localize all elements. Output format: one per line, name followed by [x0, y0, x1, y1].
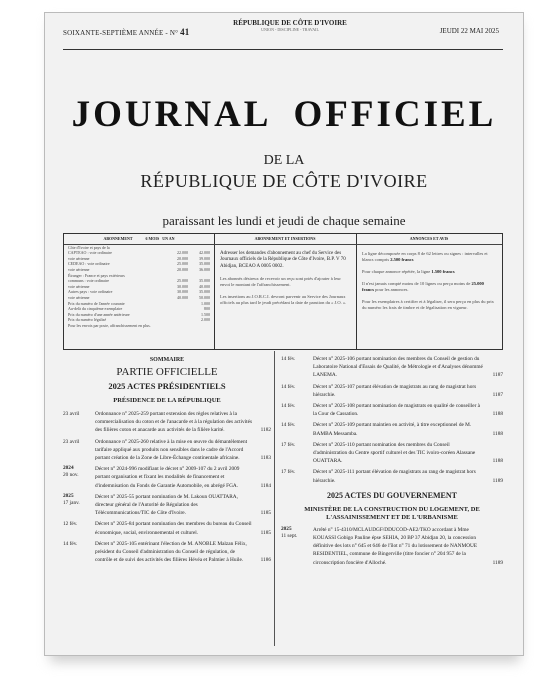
- entry-page: 1182: [260, 427, 271, 434]
- entry-date-cell: [63, 438, 95, 463]
- entry-date: 17 fév.: [281, 441, 296, 448]
- entry-date: 17 janv.: [63, 499, 80, 506]
- insertions-p2: Les abonnés désireux de recevoir un reçu sont priés d'ajouter à leur envoi le montant de l'affranchissement.: [220, 276, 341, 288]
- arrete-text: Arrêté n° 15-4310/MCLAUDGF/DDUCOD-AE2/TKO accordant à Mme KOUASSI Gobigo Pauline épse SEHIA, 20 BP 37 Abidjan 20, la concession définitive des lots n° 645 et 646 de l'îlot n° 71 du lotissement de NANMOUE RESIDENTIEL, commune de Bingerville (titre foncier n° 204 957 de la circonscription foncière d'Alloché.: [313, 526, 478, 566]
- entry-page: 1188: [492, 430, 503, 437]
- actes-gouvernement: 2025 ACTES DU GOUVERNEMENT: [326, 490, 457, 500]
- entry-date: 14 fév.: [63, 540, 78, 547]
- annonces-p4: Pour les exemplaires à certifier et à légaliser, il sera perçu en plus du prix du numéro les frais de timbre et de légalisation en vigueur.: [362, 298, 494, 310]
- header-rule: [63, 49, 503, 50]
- abonnement-row-label: Prix du numéro d'une année antérieure: [68, 311, 130, 317]
- sommaire-entry: [281, 441, 503, 466]
- entry-date-cell: [281, 402, 313, 418]
- entry-date-cell: [281, 421, 313, 437]
- entry-page: 1187: [492, 391, 503, 398]
- entry-date-cell: [281, 441, 313, 466]
- abonnement-row-unan: 1.000: [201, 300, 210, 306]
- insertions-p3: Les insertions au J.O.R.C.I. devront parvenir au Service des Journaux officiels au plus tard le jeudi précédant la date de parution du « J.O. ».: [220, 294, 347, 306]
- abonnement-row-unan: 35.000: [199, 261, 210, 267]
- right-column: [281, 355, 503, 570]
- entry-text: Décret n° 2025-107 portant élévation de magistrats au rang de magistrat hors hiérarchie.: [313, 383, 477, 398]
- abonnement-row-unan: 42.000: [199, 250, 210, 256]
- entry-page: 1188: [492, 458, 503, 465]
- abonnement-row-label: Prix du numéro légalisé: [68, 317, 107, 323]
- arrete-page: 1189: [492, 559, 503, 566]
- entry-page: 1189: [492, 477, 503, 484]
- entry-date: 12 fév.: [63, 521, 78, 528]
- sommaire-entry: [281, 402, 503, 418]
- abonnement-row-unan: 40.000: [199, 283, 210, 289]
- abonnement-row-label: voie aérienne: [68, 294, 90, 300]
- arrete-date-cell: [281, 526, 313, 567]
- left-entries: [63, 410, 271, 564]
- issue-number: 41: [180, 27, 190, 37]
- entry-text: Décret n° 2025-55 portant nomination de M. Lakoun OUATTARA, directeur général de l'Autorité de Régulation des Télécommunications/TIC de Côte d'Ivoire.: [95, 493, 238, 517]
- left-column: [63, 355, 271, 567]
- de-la: DE LA: [263, 153, 305, 168]
- annonces-box: [356, 234, 502, 349]
- entry-text: Décret n° 2025-84 portant nomination des membres du bureau du Conseil économique, social, environnemental et culturel.: [95, 521, 252, 536]
- entry-date-cell: [281, 383, 313, 399]
- issue-date: JEUDI 22 MAI 2025: [439, 27, 499, 35]
- sommaire-entry: [281, 383, 503, 399]
- info-boxes: [63, 233, 503, 350]
- entry-page: 1185: [260, 510, 271, 517]
- entry-date: 14 fév.: [281, 356, 296, 362]
- actes-presidentiels: 2025 ACTES PRÉSIDENTIELS: [108, 381, 226, 391]
- entry-date-cell: [281, 355, 313, 380]
- country-motto: UNION - DISCIPLINE - TRAVAIL: [261, 27, 319, 32]
- abonnement-row-6mois: 20.000: [177, 266, 188, 272]
- abonnement-row-label: Prix du numéro de l'année courante: [68, 300, 125, 306]
- insertions-heading: ABONNEMENT ET INSERTIONS: [214, 234, 356, 245]
- annonces-p2: Pour chaque annonce répétée, la ligne 1.500 francs: [362, 268, 455, 274]
- entry-date-cell: [63, 520, 95, 536]
- abonnement-title: ABONNEMENT: [103, 236, 133, 241]
- sommaire-heading: SOMMAIRE: [149, 357, 185, 363]
- title-journal: JOURNAL: [71, 94, 272, 135]
- arrete-date: 11 sept.: [281, 532, 298, 539]
- abonnement-row-values: [166, 323, 210, 329]
- entry-text: Décret n° 2025-111 portant élévation de magistrats au rang de magistrat hors hiérarchie.: [313, 469, 476, 484]
- annonces-heading: ANNONCES ET AVIS: [356, 234, 502, 245]
- journal-title: [45, 93, 523, 136]
- entry-page: 1184: [260, 482, 271, 489]
- entry-year: 2025: [63, 492, 74, 499]
- column-divider: [274, 351, 275, 646]
- abonnement-row-label: voie aérienne: [68, 255, 90, 261]
- annonces-p1: La ligne décomposée en corps 8 de 62 lettres ou signes : intervalles et blancs compris 2.500 francs: [362, 250, 488, 262]
- insertions-box: [214, 234, 357, 349]
- abonnement-heading: [64, 234, 214, 245]
- country-header: [195, 19, 385, 32]
- abonnement-row-unan: 2.000: [201, 317, 210, 323]
- entry-date: 14 fév.: [281, 383, 296, 390]
- entry-text: Décret n° 2025-105 entérinant l'élection de M. ANOBLE Malzan Félix, président du Conseil d'administration du Conseil de régulation, de contrôle et de suivi des activités des filières Hévéa et Palmier à Huile.: [95, 540, 247, 564]
- sommaire-entry: [63, 410, 271, 435]
- abonnement-row-unan: 50.000: [199, 294, 210, 300]
- entry-page: 1187: [492, 372, 503, 379]
- sommaire-entry: [281, 421, 503, 437]
- entry-date-cell: [63, 493, 95, 518]
- abonnement-row-unan: 35.000: [199, 289, 210, 295]
- entry-text: Décret n° 2025-109 portant maintien en activité, à titre exceptionnel de M. BAMBA Messamba.: [313, 422, 472, 437]
- abonnement-row-label: communs : voie ordinaire: [68, 278, 109, 284]
- abonnement-row-unan: 36.000: [199, 266, 210, 272]
- entry-date: 20 nov.: [63, 472, 79, 479]
- abonnement-row-label: Étranger : France et pays extérieurs: [68, 272, 125, 278]
- col-6-mois: 6 MOIS: [145, 236, 160, 241]
- col-un-an: UN AN: [162, 236, 175, 241]
- title-officiel: OFFICIEL: [293, 94, 497, 135]
- entry-date: 23 avril: [63, 411, 80, 417]
- ministry-heading: MINISTÈRE DE LA CONSTRUCTION DU LOGEMENT, DE L'ASSAINISSEMENT ET DE L'URBANISME: [304, 505, 480, 521]
- entry-date-cell: [281, 468, 313, 484]
- partie-officielle: PARTIE OFFICIELLE: [116, 366, 218, 378]
- abonnement-row-label: voie aérienne: [68, 266, 90, 272]
- entry-text: Décret n° 2024-996 modifiant le décret n° 2009-107 du 2 avril 2009 portant organisation et fixant les modalités de financement et d'indemnisation du Fonds de Garantie Automobile, en abrégé FGA.: [95, 466, 240, 489]
- abonnement-row: [68, 323, 210, 329]
- entry-date-cell: [63, 465, 95, 490]
- abonnement-row-unan: 1.500: [201, 311, 210, 317]
- sommaire-entry: [281, 468, 503, 484]
- journal-page: [44, 12, 524, 656]
- abonnement-row-unan: 35.000: [199, 278, 210, 284]
- abonnement-row-6mois: 25.000: [177, 261, 188, 267]
- abonnement-row-6mois: 30.000: [177, 283, 188, 289]
- entry-page: 1185: [260, 529, 271, 536]
- country-name: RÉPUBLIQUE DE CÔTE D'IVOIRE: [233, 19, 347, 27]
- entry-date: 17 fév.: [281, 469, 296, 476]
- right-entries: [281, 355, 503, 485]
- sommaire-entry: [63, 438, 271, 463]
- abonnement-rows: [64, 245, 214, 329]
- insertions-p1: Adresser les demandes d'abonnement au chef du Service des Journaux officiels de la République de Côte d'Ivoire, B.P. V 70 Abidjan, BCEAO A 0005 0002.: [220, 250, 346, 269]
- arrete-year: 2025: [281, 525, 292, 532]
- abonnement-row-label: CAPTEAO : voie ordinaire: [68, 250, 112, 256]
- abonnement-row-6mois: 40.000: [177, 294, 188, 300]
- sommaire-entry: [63, 520, 271, 536]
- sommaire-entry: [63, 465, 271, 490]
- entry-date: 14 fév.: [281, 403, 296, 410]
- abonnement-row-label: voie aérienne: [68, 283, 90, 289]
- abonnement-row-label: Au-delà du cinquième exemplaire: [68, 306, 123, 312]
- entry-date: 23 avril: [63, 438, 80, 445]
- entry-text: Décret n° 2025-106 portant nomination des membres du Conseil de gestion du Laboratoire National d'Essais de Qualité, de Métrologie et d'Analyses dénommé LANEMA.: [313, 356, 483, 379]
- entry-date-cell: [63, 410, 95, 435]
- issue-info: [63, 27, 190, 37]
- abonnement-box: [64, 234, 215, 349]
- abonnement-row-6mois: 30.000: [177, 289, 188, 295]
- entry-year: 2024: [63, 465, 74, 472]
- entry-page: 1186: [260, 557, 271, 564]
- entry-date: 14 fév.: [281, 422, 296, 429]
- sommaire-entry: [63, 540, 271, 565]
- arrete-entry: [281, 526, 503, 567]
- entry-page: 1183: [260, 455, 271, 462]
- abonnement-row-label: Côte d'Ivoire et pays de la: [68, 244, 110, 250]
- entry-text: Ordonnance n° 2025-259 portant extension des règles relatives à la commercialisation du coton et de l'anacarde et à la régulation des activités des filières coton et anacarde aux activités de la filière karité.: [95, 411, 253, 434]
- republic-name: RÉPUBLIQUE DE CÔTE D'IVOIRE: [140, 171, 428, 191]
- entry-text: Décret n° 2025-110 portant nomination des membres du Conseil d'administration du Centre sportif culturel et des TIC ivoiro-coréen Alassane OUATTARA.: [313, 441, 476, 465]
- abonnement-row-6mois: 22.000: [177, 250, 188, 256]
- issue-prefix: SOIXANTE-SEPTIÈME ANNÉE - N°: [63, 29, 179, 37]
- abonnement-row-label: Autres pays : voie ordinaire: [68, 289, 113, 295]
- abonnement-row-6mois: 20.000: [177, 255, 188, 261]
- abonnement-row-label: Pour les envois par poste, affranchissement en plus.: [68, 322, 151, 328]
- annonces-p3: Il n'est jamais compté moins de 10 lignes ou perçu moins de 25.000 francs pour les annonces.: [362, 280, 484, 292]
- sommaire-entry: [281, 355, 503, 380]
- abonnement-row-label: CEDEAO : voie ordinaire: [68, 261, 110, 267]
- entry-text: Décret n° 2025-108 portant nomination de magistrats en qualité de conseiller à la Cour de Cassation.: [313, 403, 481, 418]
- abonnement-row-unan: 39.000: [199, 255, 210, 261]
- publication-schedule: paraissant les lundi et jeudi de chaque semaine: [162, 213, 406, 228]
- entry-page: 1188: [492, 411, 503, 418]
- sommaire-entry: [63, 493, 271, 518]
- entry-date-cell: [63, 540, 95, 565]
- abonnement-row-6mois: 25.000: [177, 278, 188, 284]
- presidence-heading: PRÉSIDENCE DE LA RÉPUBLIQUE: [113, 397, 221, 404]
- entry-text: Ordonnance n° 2025-260 relative à la mise en œuvre du démantèlement tarifaire appliqué aux produits non sensibles dans le cadre de l'Accord portant création de la Zone de Libre-Échange continentale africaine.: [95, 438, 248, 462]
- abonnement-row-unan: 800: [204, 306, 210, 312]
